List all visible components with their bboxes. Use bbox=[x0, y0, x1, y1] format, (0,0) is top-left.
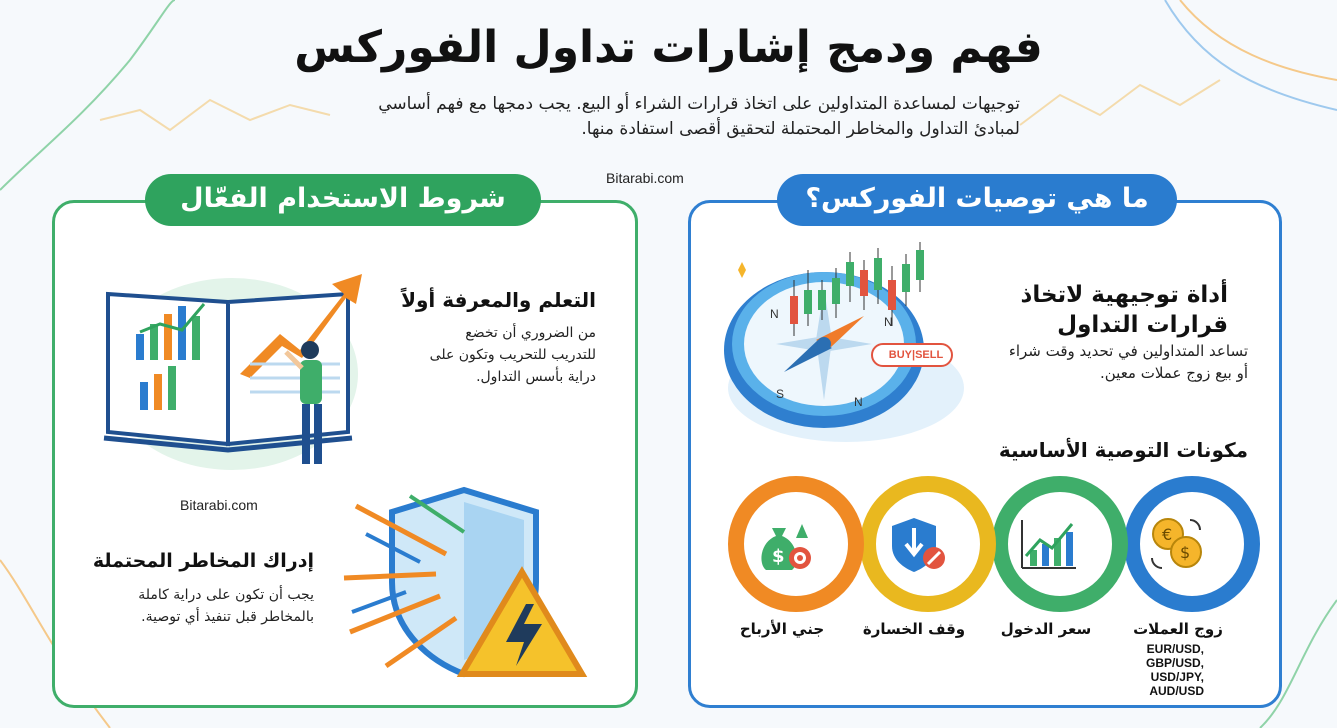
component-label-stop-loss: وقف الخسارة bbox=[862, 620, 966, 638]
risk-description: يجب أن تكون على دراية كاملة بالمخاطر قبل تنفيذ أي توصية. bbox=[138, 587, 314, 625]
svg-text:N: N bbox=[854, 395, 863, 409]
svg-text:€: € bbox=[1162, 525, 1173, 544]
shield-stop-icon bbox=[886, 514, 948, 574]
tool-description: تساعد المتداولين في تحديد وقت شراء أو بيع زوج عملات معين. bbox=[1008, 342, 1248, 382]
recommendations-title: ما هي توصيات الفوركس؟ bbox=[777, 174, 1177, 226]
usage-conditions-title: شروط الاستخدام الفعّال bbox=[145, 174, 541, 226]
component-label-currency-pair: زوج العملات bbox=[1133, 620, 1223, 638]
chart-entry-icon bbox=[1018, 516, 1078, 572]
svg-text:$: $ bbox=[772, 546, 785, 567]
components-title: مكونات التوصية الأساسية bbox=[998, 438, 1248, 462]
svg-text:N: N bbox=[884, 315, 893, 329]
watermark: Bitarabi.com bbox=[180, 497, 258, 513]
tool-heading: أداة توجيهية لاتخاذ قرارات التداول bbox=[1020, 282, 1228, 338]
currency-exchange-icon bbox=[1146, 514, 1210, 574]
page-title: فهم ودمج إشارات تداول الفوركس bbox=[294, 22, 1043, 73]
component-label-take-profit: جني الأرباح bbox=[739, 620, 825, 638]
currency-pair: GBP/USD, bbox=[1145, 656, 1204, 670]
currency-pairs-list bbox=[1120, 642, 1204, 698]
watermark: Bitarabi.com bbox=[606, 170, 684, 186]
svg-text:S: S bbox=[776, 387, 785, 401]
risk-shield-icon bbox=[336, 482, 598, 682]
currency-pair: AUD/USD bbox=[1149, 684, 1204, 698]
book-growth-icon bbox=[100, 254, 370, 476]
buy-sell-badge: BUY|SELL bbox=[888, 349, 944, 361]
money-bag-icon bbox=[756, 514, 816, 574]
page-subtitle: توجيهات لمساعدة المتداولين على اتخاذ قرارات الشراء أو البيع. يجب دمجها مع فهم أساسي لمبادئ التداول والمخاطر المحتملة لتحقيق أقصى استفادة منها. bbox=[378, 94, 1020, 139]
svg-text:N: N bbox=[770, 307, 779, 321]
risk-heading: إدراك المخاطر المحتملة bbox=[92, 550, 314, 572]
svg-text:$: $ bbox=[1180, 543, 1191, 562]
currency-pair: USD/JPY, bbox=[1150, 670, 1204, 684]
learning-heading: التعلم والمعرفة أولاً bbox=[401, 288, 596, 312]
component-label-entry-price: سعر الدخول bbox=[1000, 620, 1092, 638]
learning-description: من الضروري أن تخضع للتدريب للتحريب وتكون على دراية بأسس التداول. bbox=[429, 325, 596, 385]
currency-pair: EUR/USD, bbox=[1146, 642, 1204, 656]
